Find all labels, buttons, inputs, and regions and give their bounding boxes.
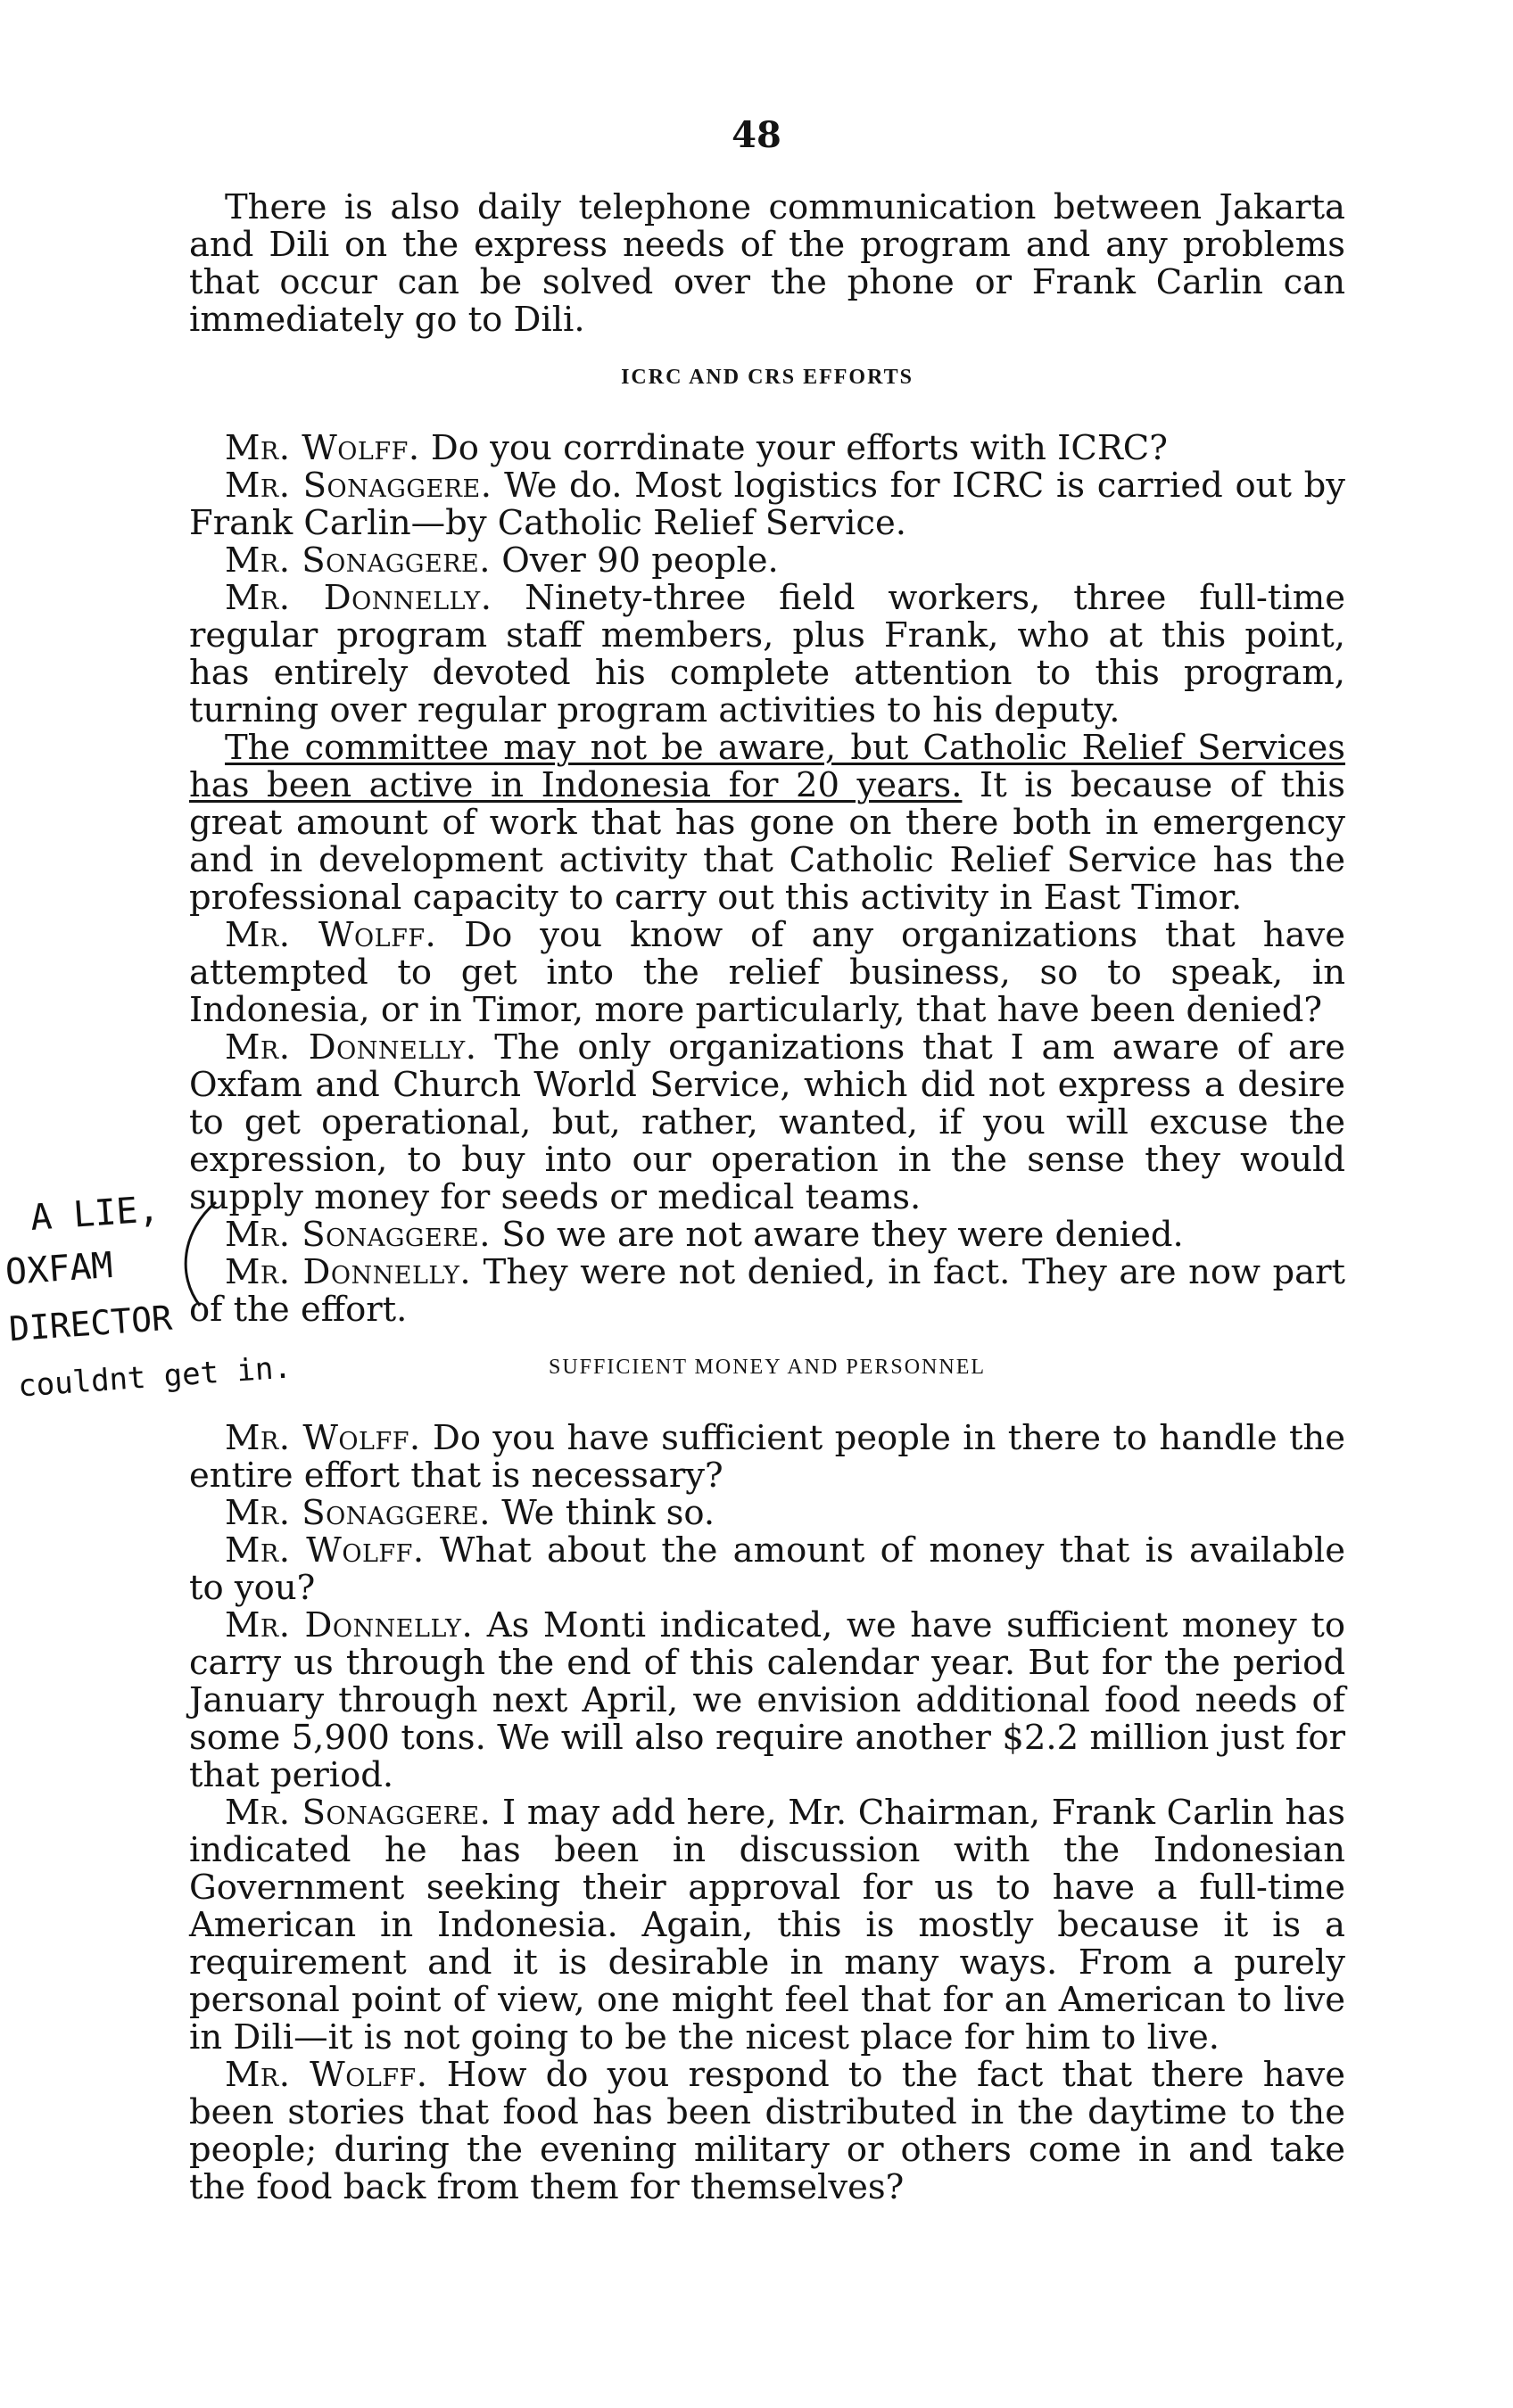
speaker-name: Mr. Donnelly. — [225, 1252, 472, 1292]
testimony-text: So we are not aware they were denied. — [501, 1215, 1184, 1255]
speaker-name: Mr. Sonaggere. — [225, 466, 492, 506]
speaker-name: Mr. Sonaggere. — [225, 1493, 491, 1533]
testimony-paragraph — [189, 1254, 1345, 1329]
testimony-text: Do you have sufficient people in there to handle the entire effort that is necessary? — [189, 1418, 1345, 1496]
testimony-paragraph-underlined — [189, 730, 1345, 917]
testimony-paragraph — [189, 430, 1345, 467]
testimony-paragraph — [189, 1495, 1345, 1532]
testimony-text: The only organizations that I am aware of are Oxfam and Church World Service, which did not express a desire to get operational, but, rather, wanted, if you will excuse the expression, to buy into our operation in the sense they would supply money for seeds or medical teams. — [189, 1027, 1345, 1217]
testimony-text: As Monti indicated, we have sufficient money to carry us through the end of this calendar year. But for the period January through next April, we envision additional food needs of some 5,900 tons. We will also require another $2.2 million just for that period. — [189, 1605, 1345, 1795]
speaker-name: Mr. Sonaggere. — [225, 1215, 491, 1255]
testimony-text: They were not denied, in fact. They are now part of the effort. — [189, 1252, 1345, 1330]
handwritten-note-line: couldnt get in. — [16, 1349, 294, 1405]
speaker-name: Mr. Sonaggere. — [225, 1793, 492, 1833]
testimony-text: I may add here, Mr. Chairman, Frank Carlin has indicated he has been in discussion with the Indonesian Government seeking their approval for us to have a full-time American in Indonesia. Again, this is mostly because it is a requirement and it is desirable in many ways. From a purely personal point of view, one might feel that for an American to live in Dili—it is not going to be the nicest place for him to live. — [189, 1793, 1345, 2058]
testimony-paragraph — [189, 1420, 1345, 1495]
paragraph: There is also daily telephone communication between Jakarta and Dili on the express needs of the program and any problems that occur can be solved over the phone or Frank Carlin can immediately go to Dili. — [189, 187, 1345, 340]
testimony-paragraph — [189, 580, 1345, 730]
testimony-paragraph — [189, 1029, 1345, 1216]
testimony-paragraph — [189, 1532, 1345, 1607]
testimony-text: Do you corrdinate your efforts with ICRC? — [430, 428, 1168, 468]
testimony-text: What about the amount of money that is available to you? — [189, 1530, 1345, 1608]
section-heading-money-personnel: SUFFICIENT MONEY AND PERSONNEL — [548, 1356, 987, 1379]
testimony-paragraph — [189, 1794, 1345, 2057]
speaker-name: Mr. Wolff. — [225, 428, 420, 468]
handwritten-note-line: A LIE, — [29, 1189, 161, 1239]
testimony-text: Ninety-three field workers, three full-time regular program staff members, plus Frank, who at this point, has entirely devoted his complete attention to this program, turning over regular program activities to his deputy. — [189, 578, 1345, 730]
document-body — [189, 189, 1345, 2206]
testimony-text: How do you respond to the fact that there have been stories that food has been distributed in the daytime to the people; during the evening military or others come in and take the food back from them for themselves? — [189, 2055, 1345, 2207]
testimony-text: Over 90 people. — [501, 540, 779, 581]
speaker-name: Mr. Wolff. — [225, 915, 437, 955]
testimony-paragraph — [189, 917, 1345, 1029]
testimony-text: We do. Most logistics for ICRC is carried out by Frank Carlin—by Catholic Relief Service. — [189, 466, 1346, 543]
speaker-name: Mr. Donnelly. — [225, 1605, 474, 1645]
speaker-name: Mr. Wolff. — [225, 1418, 421, 1458]
speaker-name: Mr. Donnelly. — [225, 1027, 477, 1068]
section-heading-icrc-crs: ICRC AND CRS EFFORTS — [621, 366, 914, 389]
testimony-paragraph — [189, 1216, 1345, 1254]
speaker-name: Mr. Wolff. — [225, 2055, 428, 2095]
testimony-text: It is because of this great amount of work that has gone on there both in emergency and in development activity that Catholic Relief Service has the professional capacity to carry out this activity in East Timor. — [189, 765, 1345, 918]
handwritten-note-line: DIRECTOR — [7, 1298, 174, 1349]
testimony-paragraph — [189, 1607, 1345, 1794]
testimony-text: We think so. — [501, 1493, 715, 1533]
testimony-paragraph — [189, 2057, 1345, 2206]
testimony-paragraph — [189, 542, 1345, 580]
testimony-paragraph — [189, 467, 1345, 542]
speaker-name: Mr. Donnelly. — [225, 578, 492, 618]
handwritten-bracket — [164, 1195, 236, 1311]
speaker-name: Mr. Wolff. — [225, 1530, 425, 1571]
page-number: 48 — [732, 114, 781, 156]
speaker-name: Mr. Sonaggere. — [225, 540, 491, 581]
testimony-text: Do you know of any organizations that have attempted to get into the relief business, so to speak, in Indonesia, or in Timor, more particularly, that have been denied? — [189, 915, 1345, 1030]
handwritten-note-line: OXFAM — [4, 1244, 114, 1294]
hand-underlined-text: The committee may not be aware, but Catholic Relief Services has been active in Indonesia for 20 years. — [189, 728, 1345, 805]
